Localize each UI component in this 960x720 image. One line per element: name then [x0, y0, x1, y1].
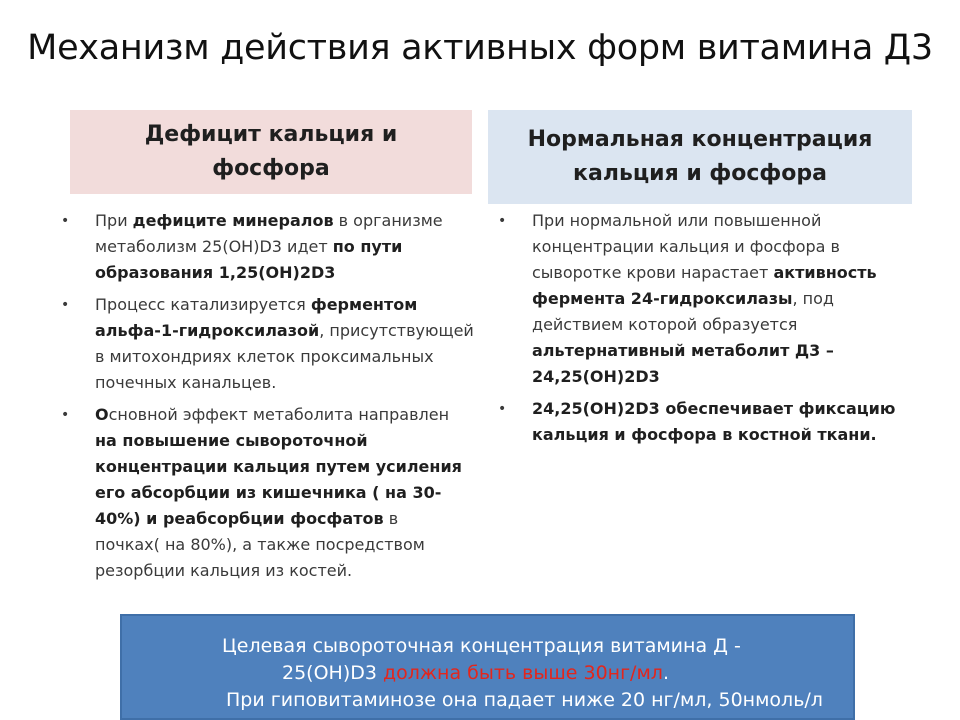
text: , под — [792, 289, 834, 308]
deficiency-header-line: Дефицит кальция и — [144, 122, 398, 147]
bold-text: 24,25(ОН)2D3 обеспечивает фиксацию — [532, 399, 896, 418]
bullet-line — [95, 260, 480, 286]
target-line-1: Целевая сывороточная концентрация витамина Д - — [222, 635, 741, 657]
bullet-marker: • — [61, 407, 70, 423]
bullet-line — [95, 402, 480, 428]
bold-text: альфа-1-гидроксилазой — [95, 321, 320, 340]
bold-text: на повышение сывороточной — [95, 431, 368, 450]
deficiency-bullet-list — [55, 208, 480, 590]
bullet-line — [95, 234, 480, 260]
text: метаболизм 25(ОН)D3 идет — [95, 237, 333, 256]
bullet-item — [55, 208, 480, 286]
bullet-marker: • — [498, 213, 507, 229]
text: резорбции кальция из костей. — [95, 561, 353, 580]
normal-bullet-list — [492, 208, 912, 454]
deficiency-header — [70, 110, 472, 194]
bold-text: ферментом — [310, 295, 418, 314]
text: сыворотке крови нарастает — [532, 263, 774, 282]
slide-title: Механизм действия активных форм витамина Д3 — [27, 28, 933, 68]
bullet-marker: • — [498, 401, 507, 417]
bullet-line — [532, 396, 912, 422]
bullet-line — [532, 422, 912, 448]
target-concentration-box — [120, 614, 855, 720]
deficiency-header-line: фосфора — [212, 156, 330, 181]
bold-text: активность — [773, 263, 877, 282]
bullet-line — [95, 318, 480, 344]
normal-header-line: Нормальная концентрация — [527, 127, 873, 152]
bullet-marker: • — [61, 297, 70, 313]
text: сновной эффект метаболита направлен — [108, 405, 450, 424]
bullet-marker: • — [61, 213, 70, 229]
text: действием которой образуется — [532, 315, 798, 334]
bullet-line — [95, 344, 480, 370]
target-line-2-text: 25(ОН)D3 — [282, 662, 384, 684]
bullet-item — [55, 402, 480, 584]
bullet-line — [95, 292, 480, 318]
bold-text: альтернативный метаболит Д3 – — [532, 341, 834, 360]
bold-text: О — [95, 405, 109, 424]
bullet-line — [532, 234, 912, 260]
normal-header-line: кальция и фосфора — [573, 161, 827, 186]
bullet-item — [492, 208, 912, 390]
bullet-item — [492, 396, 912, 448]
text: , присутствующей — [319, 321, 474, 340]
text: почках( на 80%), а также посредством — [95, 535, 425, 554]
bullet-line — [95, 208, 480, 234]
bullet-item — [55, 292, 480, 396]
bullet-line — [95, 480, 480, 506]
target-line-3: При гиповитаминозе она падает ниже 20 нг/мл, 50нмоль/л — [226, 689, 823, 711]
bullet-line — [95, 428, 480, 454]
target-line-2 — [282, 659, 669, 687]
bold-text: концентрации кальция путем усиления — [95, 457, 462, 476]
text: При нормальной или повышенной — [532, 211, 822, 230]
text: в — [383, 509, 399, 528]
bullet-line — [95, 370, 480, 396]
bold-text: кальция и фосфора в костной ткани. — [532, 425, 877, 444]
text: При — [95, 211, 133, 230]
bullet-line — [532, 364, 912, 390]
text: Процесс катализируется — [95, 295, 311, 314]
bold-text: 40%) и реабсорбции фосфатов — [95, 509, 384, 528]
bold-text: по пути — [332, 237, 403, 256]
bullet-line — [532, 312, 912, 338]
bullet-line — [95, 506, 480, 532]
bold-text: его абсорбции из кишечника ( на 30- — [95, 483, 442, 502]
target-line-2-end: . — [662, 662, 669, 684]
bullet-line — [532, 260, 912, 286]
bullet-line — [532, 338, 912, 364]
text: концентрации кальция и фосфора в — [532, 237, 840, 256]
bold-text: дефиците минералов — [132, 211, 334, 230]
text: почечных канальцев. — [95, 373, 277, 392]
bullet-line — [532, 286, 912, 312]
normal-concentration-header — [488, 110, 912, 204]
bullet-line — [532, 208, 912, 234]
bullet-line — [95, 454, 480, 480]
bold-text: 24,25(ОН)2D3 — [532, 367, 660, 386]
target-threshold-highlight: должна быть выше 30нг/мл — [383, 662, 663, 684]
text: в организме — [333, 211, 443, 230]
bullet-line — [95, 532, 480, 558]
text: в митохондриях клеток проксимальных — [95, 347, 434, 366]
bullet-line — [95, 558, 480, 584]
bold-text: образования 1,25(ОН)2D3 — [95, 263, 336, 282]
bold-text: фермента 24-гидроксилазы — [532, 289, 793, 308]
